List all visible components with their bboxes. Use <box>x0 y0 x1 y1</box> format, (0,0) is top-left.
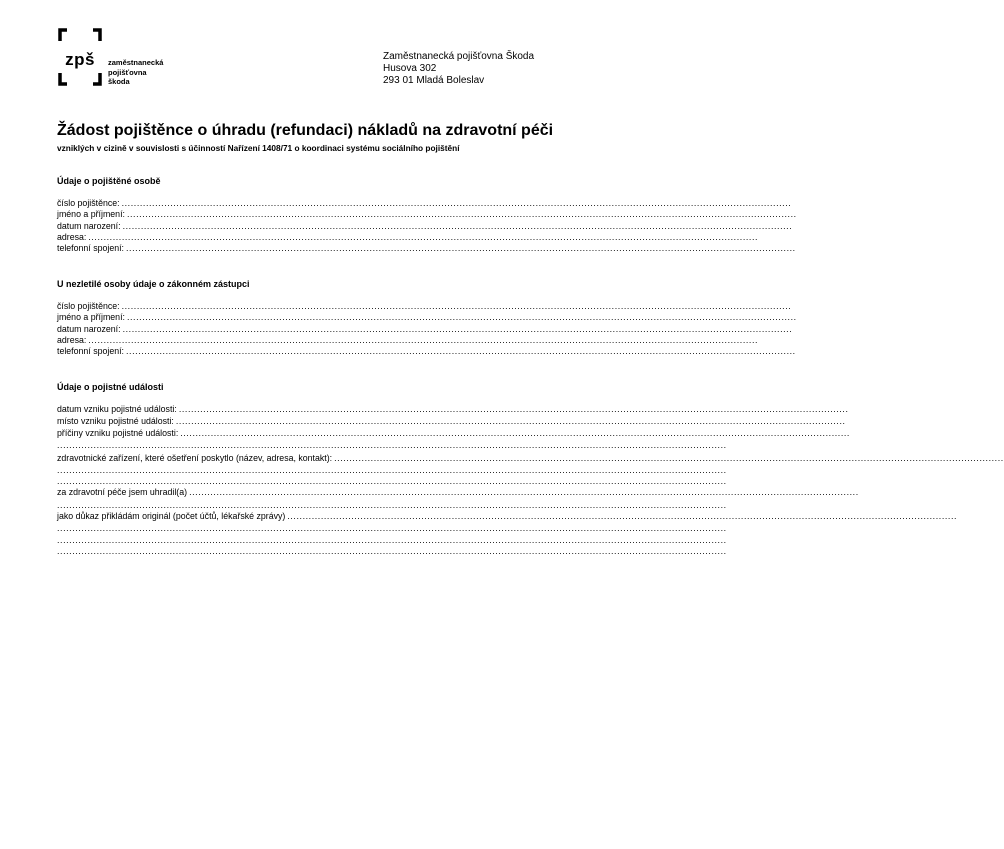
field-fill-line[interactable]: ............................................................................................................................................................................................................................ <box>122 220 793 231</box>
form-field-row[interactable] <box>57 440 727 451</box>
field-label: zdravotnické zařízení, které ošetření poskytlo (název, adresa, kontakt): <box>57 453 333 463</box>
form-field-row[interactable] <box>57 334 759 346</box>
field-fill-line[interactable]: ............................................................................................................................................................................................................................ <box>88 334 759 345</box>
field-label: adresa: <box>57 334 87 345</box>
field-fill-line[interactable]: ............................................................................................................................................................................................................................ <box>178 404 849 414</box>
field-fill-line[interactable]: ............................................................................................................................................................................................................................ <box>121 198 792 208</box>
form-field-row[interactable] <box>57 453 1004 464</box>
logo-name-line: škoda <box>108 77 130 86</box>
form-field-row[interactable] <box>57 416 846 427</box>
field-label: jméno a příjmení: <box>57 312 125 323</box>
field-fill-line[interactable]: ............................................................................................................................................................................................................................ <box>180 428 850 438</box>
field-fill-line[interactable]: ............................................................................................................................................................................................................................ <box>126 243 796 254</box>
form-field-row[interactable] <box>57 312 797 323</box>
form-field-row[interactable] <box>57 487 859 498</box>
address-line: Husova 302 <box>383 63 437 74</box>
field-fill-line[interactable]: ............................................................................................................................................................................................................................ <box>287 511 958 521</box>
field-fill-line[interactable]: ............................................................................................................................................................................................................................ <box>57 523 727 533</box>
section-heading-insured: Údaje o pojištěné osobě <box>57 176 161 186</box>
field-label: číslo pojištěnce: <box>57 301 120 311</box>
field-label: příčiny vzniku pojistné události: <box>57 428 179 438</box>
form-field-row[interactable] <box>57 546 727 557</box>
logo-text: zpš <box>65 50 95 69</box>
field-label: jako důkaz přikládám originál (počet účtů, lékařské zprávy) <box>57 511 286 521</box>
field-fill-line[interactable]: ............................................................................................................................................................................................................................ <box>57 465 727 475</box>
logo-name-line: zaměstnanecká <box>108 58 164 67</box>
field-fill-line[interactable]: ............................................................................................................................................................................................................................ <box>126 312 797 323</box>
logo-name-line: pojišťovna <box>108 67 147 77</box>
form-field-row[interactable] <box>57 404 849 415</box>
field-label: za zdravotní péče jsem uhradil(a) <box>57 487 188 497</box>
field-fill-line[interactable]: ............................................................................................................................................................................................................................ <box>57 440 727 450</box>
form-field-row[interactable] <box>57 346 796 357</box>
field-fill-line[interactable]: ............................................................................................................................................................................................................................ <box>334 453 1004 463</box>
form-field-row[interactable] <box>57 535 727 546</box>
field-label: datum narození: <box>57 323 121 334</box>
field-label: jméno a příjmení: <box>57 209 125 220</box>
section-heading-guardian: U nezletilé osoby údaje o zákonném zástupci <box>57 279 250 289</box>
field-fill-line[interactable]: ............................................................................................................................................................................................................................ <box>57 546 727 556</box>
field-label: místo vzniku pojistné události: <box>57 416 174 426</box>
field-fill-line[interactable]: ............................................................................................................................................................................................................................ <box>57 476 727 486</box>
form-field-row[interactable] <box>57 500 727 511</box>
field-label: datum narození: <box>57 220 121 231</box>
logo-company-name <box>108 58 163 87</box>
field-fill-line[interactable]: ............................................................................................................................................................................................................................ <box>122 323 793 334</box>
field-fill-line[interactable]: ............................................................................................................................................................................................................................ <box>126 346 796 357</box>
field-label: číslo pojištěnce: <box>57 198 120 208</box>
form-subtitle: vzniklých v cizině v souvislosti s účinností Nařízení 1408/71 o koordinaci systému sociálního pojištění <box>57 143 460 153</box>
form-title: Žádost pojištěnce o úhradu (refundaci) nákladů na zdravotní péči <box>57 122 554 139</box>
field-fill-line[interactable]: ............................................................................................................................................................................................................................ <box>57 535 727 545</box>
form-field-row[interactable] <box>57 523 727 534</box>
form-field-row[interactable] <box>57 220 793 232</box>
form-field-row[interactable] <box>57 198 792 209</box>
company-address <box>383 51 534 87</box>
field-fill-line[interactable]: ............................................................................................................................................................................................................................ <box>189 487 859 497</box>
field-fill-line[interactable]: ............................................................................................................................................................................................................................ <box>57 500 727 510</box>
field-fill-line[interactable]: ............................................................................................................................................................................................................................ <box>175 416 846 426</box>
field-label: datum vzniku pojistné události: <box>57 404 177 414</box>
section-heading-event: Údaje o pojistné události <box>57 382 164 392</box>
form-field-row[interactable] <box>57 476 727 487</box>
form-field-row[interactable] <box>57 323 793 335</box>
form-field-row[interactable] <box>57 301 792 312</box>
form-field-row[interactable] <box>57 231 759 243</box>
field-label: adresa: <box>57 231 87 242</box>
field-fill-line[interactable]: ............................................................................................................................................................................................................................ <box>121 301 792 311</box>
field-fill-line[interactable]: ............................................................................................................................................................................................................................ <box>88 231 759 242</box>
form-field-row[interactable] <box>57 465 727 476</box>
field-fill-line[interactable]: ............................................................................................................................................................................................................................ <box>126 209 797 220</box>
form-field-row[interactable] <box>57 243 796 254</box>
address-line: Zaměstnanecká pojišťovna Škoda <box>383 51 535 62</box>
form-field-row[interactable] <box>57 511 958 522</box>
logo <box>57 28 103 86</box>
address-line: 293 01 Mladá Boleslav <box>383 75 485 86</box>
form-field-row[interactable] <box>57 209 797 220</box>
field-label: telefonní spojení: <box>57 346 125 357</box>
form-field-row[interactable] <box>57 428 850 439</box>
field-label: telefonní spojení: <box>57 243 125 254</box>
